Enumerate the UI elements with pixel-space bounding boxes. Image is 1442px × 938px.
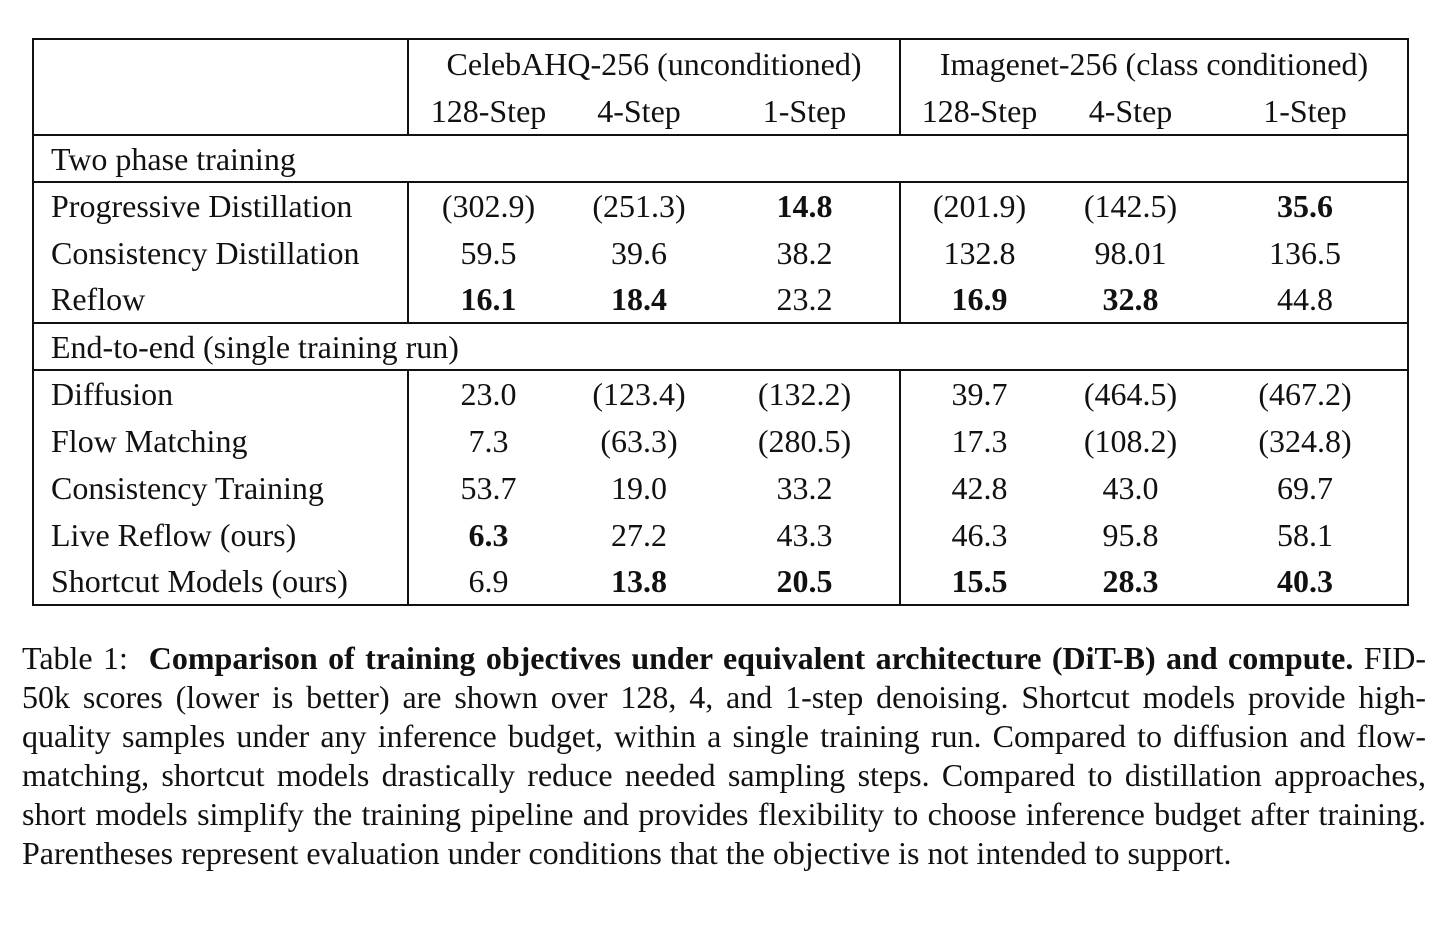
table-row (33, 558, 1408, 605)
row-label: Progressive Distillation (33, 182, 408, 229)
cell: 23.0 (408, 370, 568, 417)
table-row (33, 370, 1408, 417)
cell: 14.8 (776, 188, 833, 224)
cell: 46.3 (900, 511, 1058, 558)
group-header-imagenet: Imagenet-256 (class conditioned) (900, 39, 1408, 87)
cell: 17.3 (900, 417, 1058, 464)
section-header-row (33, 323, 1408, 370)
table-caption (22, 639, 1426, 873)
cell: 38.2 (776, 234, 833, 271)
table-row (33, 417, 1408, 464)
table-row (33, 511, 1408, 558)
corner-cell (33, 39, 408, 87)
caption-bold-lead: Comparison of training objectives under equivalent architecture (DiT-B) and compute. (148, 640, 1354, 676)
row-label: Shortcut Models (ours) (33, 558, 408, 605)
step-header-row (33, 87, 1408, 135)
cell: 6.3 (408, 511, 568, 558)
step-header: 128-Step (900, 87, 1058, 135)
cell: 20.5 (710, 558, 900, 605)
cell: 35.6 (1203, 182, 1408, 229)
cell: 28.3 (1058, 558, 1203, 605)
cell: 98.01 (1094, 234, 1167, 271)
cell: 32.8 (1102, 281, 1159, 317)
cell: 19.0 (611, 469, 667, 506)
step-header: 4-Step (568, 87, 710, 135)
cell: 42.8 (900, 464, 1058, 511)
cell: 132.8 (900, 229, 1058, 276)
cell: (132.2) (757, 376, 852, 412)
section-title-two-phase: Two phase training (33, 135, 1408, 182)
section-header-row (33, 135, 1408, 182)
caption-body: FID-50k scores (lower is better) are shown over 128, 4, and 1-step denoising. Shortcut models provide high-quality samples under any inference budget, within a single training run. Compared to diffusion and flow-matching, shortcut models drastically reduce needed sampling steps. Compared to distillation approaches, short models simplify the training pipeline and provides flexibility to choose inference budget after training. Parentheses represent evaluation under conditions that the objective is not intended to support. (22, 640, 1426, 871)
cell: (464.5) (1083, 376, 1178, 412)
table-row (33, 182, 1408, 229)
cell: 39.7 (900, 370, 1058, 417)
cell: 43.0 (1102, 469, 1159, 506)
cell: (467.2) (1203, 370, 1408, 417)
cell: (123.4) (592, 376, 686, 412)
group-header-celebahq: CelebAHQ-256 (unconditioned) (408, 39, 900, 87)
cell: 59.5 (408, 229, 568, 276)
cell: 40.3 (1203, 558, 1408, 605)
cell: 16.9 (900, 276, 1058, 323)
row-label: Flow Matching (33, 417, 408, 464)
cell: 13.8 (568, 558, 710, 605)
row-label: Diffusion (33, 370, 408, 417)
table-row (33, 276, 1408, 323)
cell: 69.7 (1203, 464, 1408, 511)
step-header: 128-Step (408, 87, 568, 135)
cell: (142.5) (1083, 188, 1178, 224)
step-header: 1-Step (710, 87, 900, 135)
cell: 136.5 (1203, 229, 1408, 276)
cell: (201.9) (900, 182, 1058, 229)
row-label: Consistency Training (33, 464, 408, 511)
cell: 58.1 (1203, 511, 1408, 558)
corner-cell-lower (33, 87, 408, 135)
cell: 7.3 (408, 417, 568, 464)
caption-prefix: Table 1: (22, 640, 128, 676)
cell: 23.2 (776, 281, 833, 317)
cell: 95.8 (1102, 516, 1159, 553)
cell: 39.6 (611, 234, 667, 271)
step-header: 4-Step (1058, 87, 1203, 135)
table-row (33, 464, 1408, 511)
cell: (302.9) (408, 182, 568, 229)
cell: (251.3) (592, 188, 686, 224)
results-table (32, 38, 1409, 606)
cell: 27.2 (611, 516, 667, 553)
cell: 53.7 (408, 464, 568, 511)
cell: 33.2 (776, 469, 833, 506)
cell: 15.5 (900, 558, 1058, 605)
cell: 16.1 (408, 276, 568, 323)
cell: 6.9 (408, 558, 568, 605)
row-label: Reflow (33, 276, 408, 323)
group-header-row (33, 39, 1408, 87)
cell: (280.5) (757, 422, 852, 459)
section-title-end-to-end: End-to-end (single training run) (33, 323, 1408, 370)
cell: (324.8) (1203, 417, 1408, 464)
cell: (63.3) (600, 422, 678, 459)
cell: 18.4 (611, 281, 667, 317)
cell: 43.3 (776, 516, 833, 553)
step-header: 1-Step (1203, 87, 1408, 135)
row-label: Consistency Distillation (33, 229, 408, 276)
row-label: Live Reflow (ours) (33, 511, 408, 558)
cell: 44.8 (1203, 276, 1408, 323)
table-row (33, 229, 1408, 276)
cell: (108.2) (1083, 422, 1178, 459)
